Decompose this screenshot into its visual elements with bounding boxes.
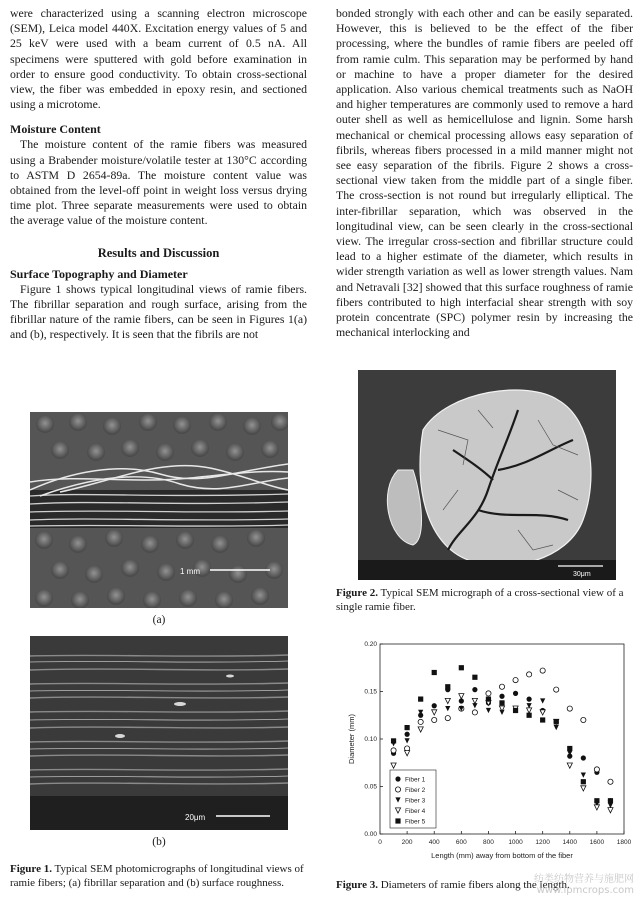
- y-tick-label: 0.10: [364, 736, 377, 744]
- y-axis-label: Diameter (mm): [347, 714, 356, 764]
- data-point-fiber-2: [513, 678, 518, 683]
- y-tick-label: 0.00: [364, 831, 377, 839]
- data-point-fiber-2: [499, 684, 504, 689]
- data-point-fiber-1: [527, 697, 532, 702]
- figure2-caption-text: Typical SEM micrograph of a cross-sectional view of a single ramie fiber.: [336, 587, 624, 613]
- data-point-fiber-5: [594, 798, 599, 803]
- watermark-line1: 纺类纺物营养与施肥网: [534, 874, 634, 885]
- data-point-fiber-5: [527, 713, 532, 718]
- x-tick-label: 600: [455, 839, 467, 846]
- figure3-caption-label: Figure 3.: [336, 879, 378, 891]
- data-point-fiber-1: [513, 691, 518, 696]
- data-point-fiber-2: [527, 672, 532, 677]
- data-point-fiber-5: [608, 798, 613, 803]
- figure1a-scale-label: 1 mm: [180, 567, 200, 576]
- legend-label-fiber-4: Fiber 4: [405, 808, 426, 815]
- data-point-fiber-4: [540, 710, 545, 715]
- data-point-fiber-5: [540, 717, 545, 722]
- figure2-micrograph: [358, 370, 616, 580]
- data-point-fiber-2: [391, 748, 396, 753]
- data-point-fiber-3: [540, 698, 545, 703]
- data-point-fiber-2: [594, 767, 599, 772]
- data-point-fiber-4: [594, 805, 599, 810]
- data-point-fiber-3: [405, 738, 410, 743]
- x-tick-label: 400: [428, 839, 440, 846]
- data-point-fiber-4: [418, 727, 423, 732]
- legend-label-fiber-2: Fiber 2: [405, 787, 426, 794]
- data-point-fiber-4: [459, 694, 464, 699]
- data-point-fiber-4: [472, 698, 477, 703]
- x-tick-label: 1200: [535, 839, 550, 846]
- data-point-fiber-3: [554, 725, 559, 730]
- x-tick-label: 1800: [616, 839, 632, 846]
- data-point-fiber-5: [405, 725, 410, 730]
- data-point-fiber-5: [472, 675, 477, 680]
- legend-label-fiber-5: Fiber 5: [405, 818, 426, 826]
- data-point-fiber-4: [432, 710, 437, 715]
- figure3-caption-text: Diameters of ramie fibers along the length.: [377, 879, 570, 891]
- figure1b-label: (b): [152, 836, 166, 848]
- x-tick-label: 800: [483, 839, 494, 846]
- data-point-fiber-5: [499, 700, 504, 705]
- data-point-fiber-1: [581, 755, 586, 760]
- x-tick-label: 1000: [508, 839, 523, 846]
- data-point-fiber-2: [581, 717, 586, 722]
- x-tick-label: 0: [378, 839, 382, 846]
- data-point-fiber-4: [608, 808, 613, 813]
- figure1b-scale-label: 20μm: [185, 813, 206, 822]
- data-point-fiber-4: [581, 786, 586, 791]
- data-point-fiber-1: [405, 732, 410, 737]
- data-point-fiber-5: [418, 697, 423, 702]
- data-point-fiber-5: [567, 746, 572, 751]
- heading-results-discussion: Results and Discussion: [97, 245, 220, 260]
- figure1a-label: (a): [152, 614, 166, 626]
- data-point-fiber-3: [486, 708, 491, 713]
- data-point-fiber-2: [608, 779, 613, 784]
- figure2-scale-label: 30μm: [573, 571, 591, 578]
- x-tick-label: 1400: [562, 839, 578, 846]
- figure2-caption-label: Figure 2.: [336, 587, 378, 599]
- legend-marker-fiber-5: [395, 818, 400, 823]
- data-point-fiber-2: [472, 710, 477, 715]
- figure1-caption-text: Typical SEM photomicrographs of longitudinal views of ramie fibers; (a) fibrillar separation and (b) surface roughness.: [10, 863, 304, 889]
- data-point-fiber-3: [445, 706, 450, 711]
- legend-label-fiber-3: Fiber 3: [405, 797, 426, 805]
- data-point-fiber-1: [472, 687, 477, 692]
- paragraph-moisture: The moisture content of the ramie fibers was measured using a Brabender moisture/volatile tester at 130°C according to ASTM D 2654-89a. The moisture content value was obtained from the level-off point in weight loss versus drying time plot. Three separate measurements were used to obtain the average value of the moisture content.: [10, 137, 307, 228]
- figure1-caption-label: Figure 1.: [10, 863, 52, 875]
- legend-marker-fiber-1: [395, 776, 400, 781]
- legend-label-fiber-1: Fiber 1: [405, 776, 426, 784]
- figure1b-micrograph: [30, 636, 288, 830]
- data-point-fiber-2: [418, 719, 423, 724]
- y-tick-label: 0.05: [364, 783, 377, 791]
- y-tick-label: 0.20: [364, 641, 377, 649]
- data-point-fiber-1: [499, 694, 504, 699]
- data-point-fiber-2: [445, 716, 450, 721]
- data-point-fiber-5: [432, 670, 437, 675]
- data-point-fiber-5: [459, 665, 464, 670]
- watermark: [534, 874, 634, 896]
- data-point-fiber-2: [486, 691, 491, 696]
- figure3-chart-svg: [336, 636, 636, 874]
- figure3-chart: [336, 636, 636, 874]
- paragraph-surface: Figure 1 shows typical longitudinal views of ramie fibers. The fibrillar separation and rough surface, arising from the fibrillar nature of the ramie fibers, can be seen in Figures 1(a) and (b), respectively. It is seen that the fibrils are not: [10, 281, 307, 342]
- data-point-fiber-4: [391, 763, 396, 768]
- legend-marker-fiber-2: [395, 787, 400, 792]
- figure2-caption: [336, 586, 633, 614]
- figure1a-micrograph: [30, 412, 288, 608]
- data-point-fiber-1: [432, 703, 437, 708]
- paragraph-fiber-processing: bonded strongly with each other and can be easily separated. However, this is believed to be the effect of the fiber processing, where the bundles of ramie fibers are peeled off from ramie culm. This separation may be performed by hand or machine to have a proper diameter for the desired application. Also various chemical treatments such as NaOH and higher temperatures are commonly used to remove a hard outer shell as well as hemicellulose and lignin. Some harsh mechanical or chemical processing allows easy separation of fibrils, whereas fibers processed in a mild manner might not see easy separation of the fibrils. Figure 2 shows a cross-sectional view taken from the middle part of a single fiber. The cross-section is not round but irregularly elliptical. The inter-fibrillar separation, which was observed in the longitudinal view, can be seen clearly in the cross-sectional view. The irregular cross-section and fibrillar structure could lead to a higher estimate of the diameter, which results in wider strength variation as well as lower strength values. Nam and Netravali [32] showed that this surface roughness of ramie fibers contributed to high interfacial shear strength with soy protein concentrate (SPC) polymer resin by increasing the mechanical interlocking and: [336, 6, 633, 340]
- data-point-fiber-4: [567, 763, 572, 768]
- data-point-fiber-5: [391, 738, 396, 743]
- data-point-fiber-2: [432, 717, 437, 722]
- x-tick-label: 200: [401, 839, 413, 846]
- data-point-fiber-2: [554, 687, 559, 692]
- watermark-line2: www.ipmcrops.com: [536, 885, 634, 896]
- data-point-fiber-5: [513, 708, 518, 713]
- heading-surface-topography: Surface Topography and Diameter: [10, 266, 188, 281]
- right-column: [336, 6, 633, 340]
- data-point-fiber-2: [540, 668, 545, 673]
- y-tick-label: 0.15: [364, 688, 377, 696]
- data-point-fiber-2: [567, 706, 572, 711]
- x-axis-label: Length (mm) away from bottom of the fiber: [431, 851, 573, 860]
- data-point-fiber-5: [554, 719, 559, 724]
- data-point-fiber-4: [527, 708, 532, 713]
- paragraph-sem-method: were characterized using a scanning electron microscope (SEM), Leica model 440X. Excitation energy values of 5 and 25 keV were used with a beam current of 0.5 nA. All specimens were sputtered with gold before examination in order to ensure good conductivity. To obtain cross-sectional view, the fiber was embedded in epoxy resin, and sectioned using a microtome.: [10, 6, 307, 112]
- data-point-fiber-3: [581, 773, 586, 778]
- left-column: [10, 6, 307, 342]
- figure1-caption: [10, 862, 307, 890]
- data-point-fiber-5: [445, 684, 450, 689]
- data-point-fiber-5: [581, 779, 586, 784]
- data-point-fiber-4: [445, 698, 450, 703]
- data-point-fiber-4: [405, 751, 410, 756]
- data-point-fiber-5: [486, 697, 491, 702]
- heading-moisture-content: Moisture Content: [10, 122, 101, 137]
- x-tick-label: 1600: [589, 839, 605, 846]
